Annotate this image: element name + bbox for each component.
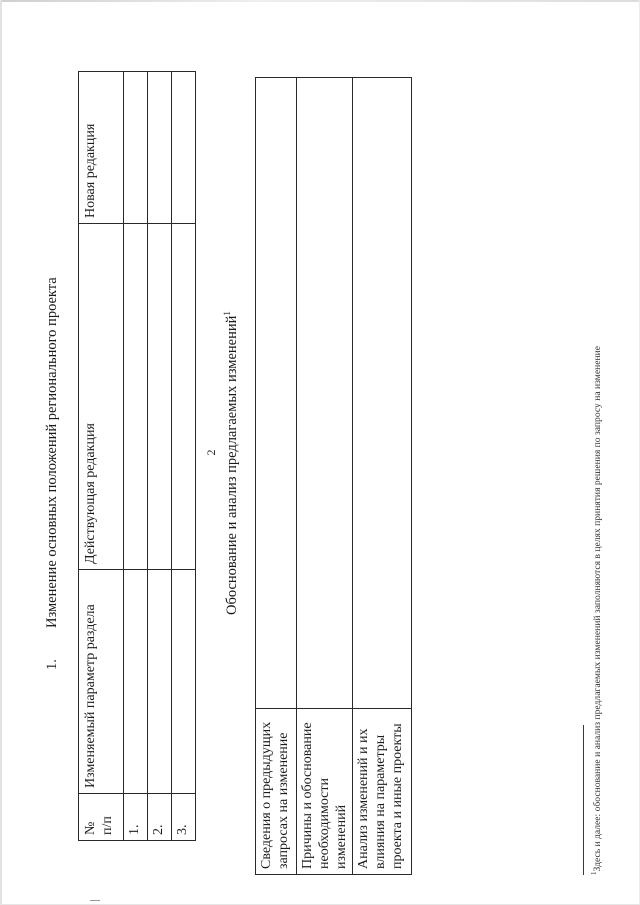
- header-new-cell: Новая редакция: [79, 72, 124, 224]
- changes-table-header-row: [79, 72, 124, 841]
- header-number-line2: п/п: [100, 816, 115, 835]
- rationale-label-previous-requests: Сведения о предыдущих запросах на изменение: [256, 709, 297, 875]
- rationale-label-reasons: Причины и обоснование необходимости изменений: [297, 709, 353, 875]
- rationale-title: Обоснование и анализ предлагаемых изменений: [223, 315, 240, 615]
- table-row: [297, 78, 353, 875]
- rationale-value-reasons[interactable]: [297, 78, 353, 709]
- row-number-cell: 1.: [124, 794, 148, 841]
- footnote-text: Здесь и далее: обоснование и анализ предлагаемых изменений заполняются в целях принятия решения по запросу на изменение: [592, 345, 604, 872]
- rationale-label-impact-analysis: Анализ изменений и их влияния на параметры проекта и иные проекты: [353, 709, 412, 875]
- footnote-reference: 1: [222, 311, 232, 316]
- row-current-cell[interactable]: [148, 224, 172, 570]
- header-number-cell: [79, 794, 124, 841]
- row-parameter-cell[interactable]: [172, 570, 196, 794]
- rationale-heading: [222, 311, 241, 615]
- rationale-value-impact-analysis[interactable]: [353, 78, 412, 709]
- table-row: [148, 72, 172, 841]
- row-new-cell[interactable]: [148, 72, 172, 224]
- row-current-cell[interactable]: [124, 224, 148, 570]
- footnote: [590, 346, 603, 875]
- table-row: [353, 78, 412, 875]
- row-parameter-cell[interactable]: [148, 570, 172, 794]
- section-number: 1.: [44, 659, 60, 670]
- section-heading: [44, 277, 61, 670]
- page-number: 2: [204, 449, 218, 456]
- section-title: Изменение основных положений регионального проекта: [44, 277, 60, 628]
- row-number-cell: 3.: [172, 794, 196, 841]
- table-row: [124, 72, 148, 841]
- footnote-marker: 1: [590, 871, 598, 875]
- header-parameter-cell: Изменяемый параметр раздела: [79, 570, 124, 794]
- table-row: [256, 78, 297, 875]
- rationale-value-previous-requests[interactable]: [256, 78, 297, 709]
- row-number-cell: 2.: [148, 794, 172, 841]
- row-new-cell[interactable]: [124, 72, 148, 224]
- header-number-line1: №: [83, 821, 98, 835]
- header-current-cell: Действующая редакция: [79, 224, 124, 570]
- row-parameter-cell[interactable]: [124, 570, 148, 794]
- table-row: [172, 72, 196, 841]
- changes-table: [78, 71, 196, 841]
- rationale-table: [255, 77, 412, 875]
- row-current-cell[interactable]: [172, 224, 196, 570]
- footnote-divider: [583, 725, 584, 875]
- row-new-cell[interactable]: [172, 72, 196, 224]
